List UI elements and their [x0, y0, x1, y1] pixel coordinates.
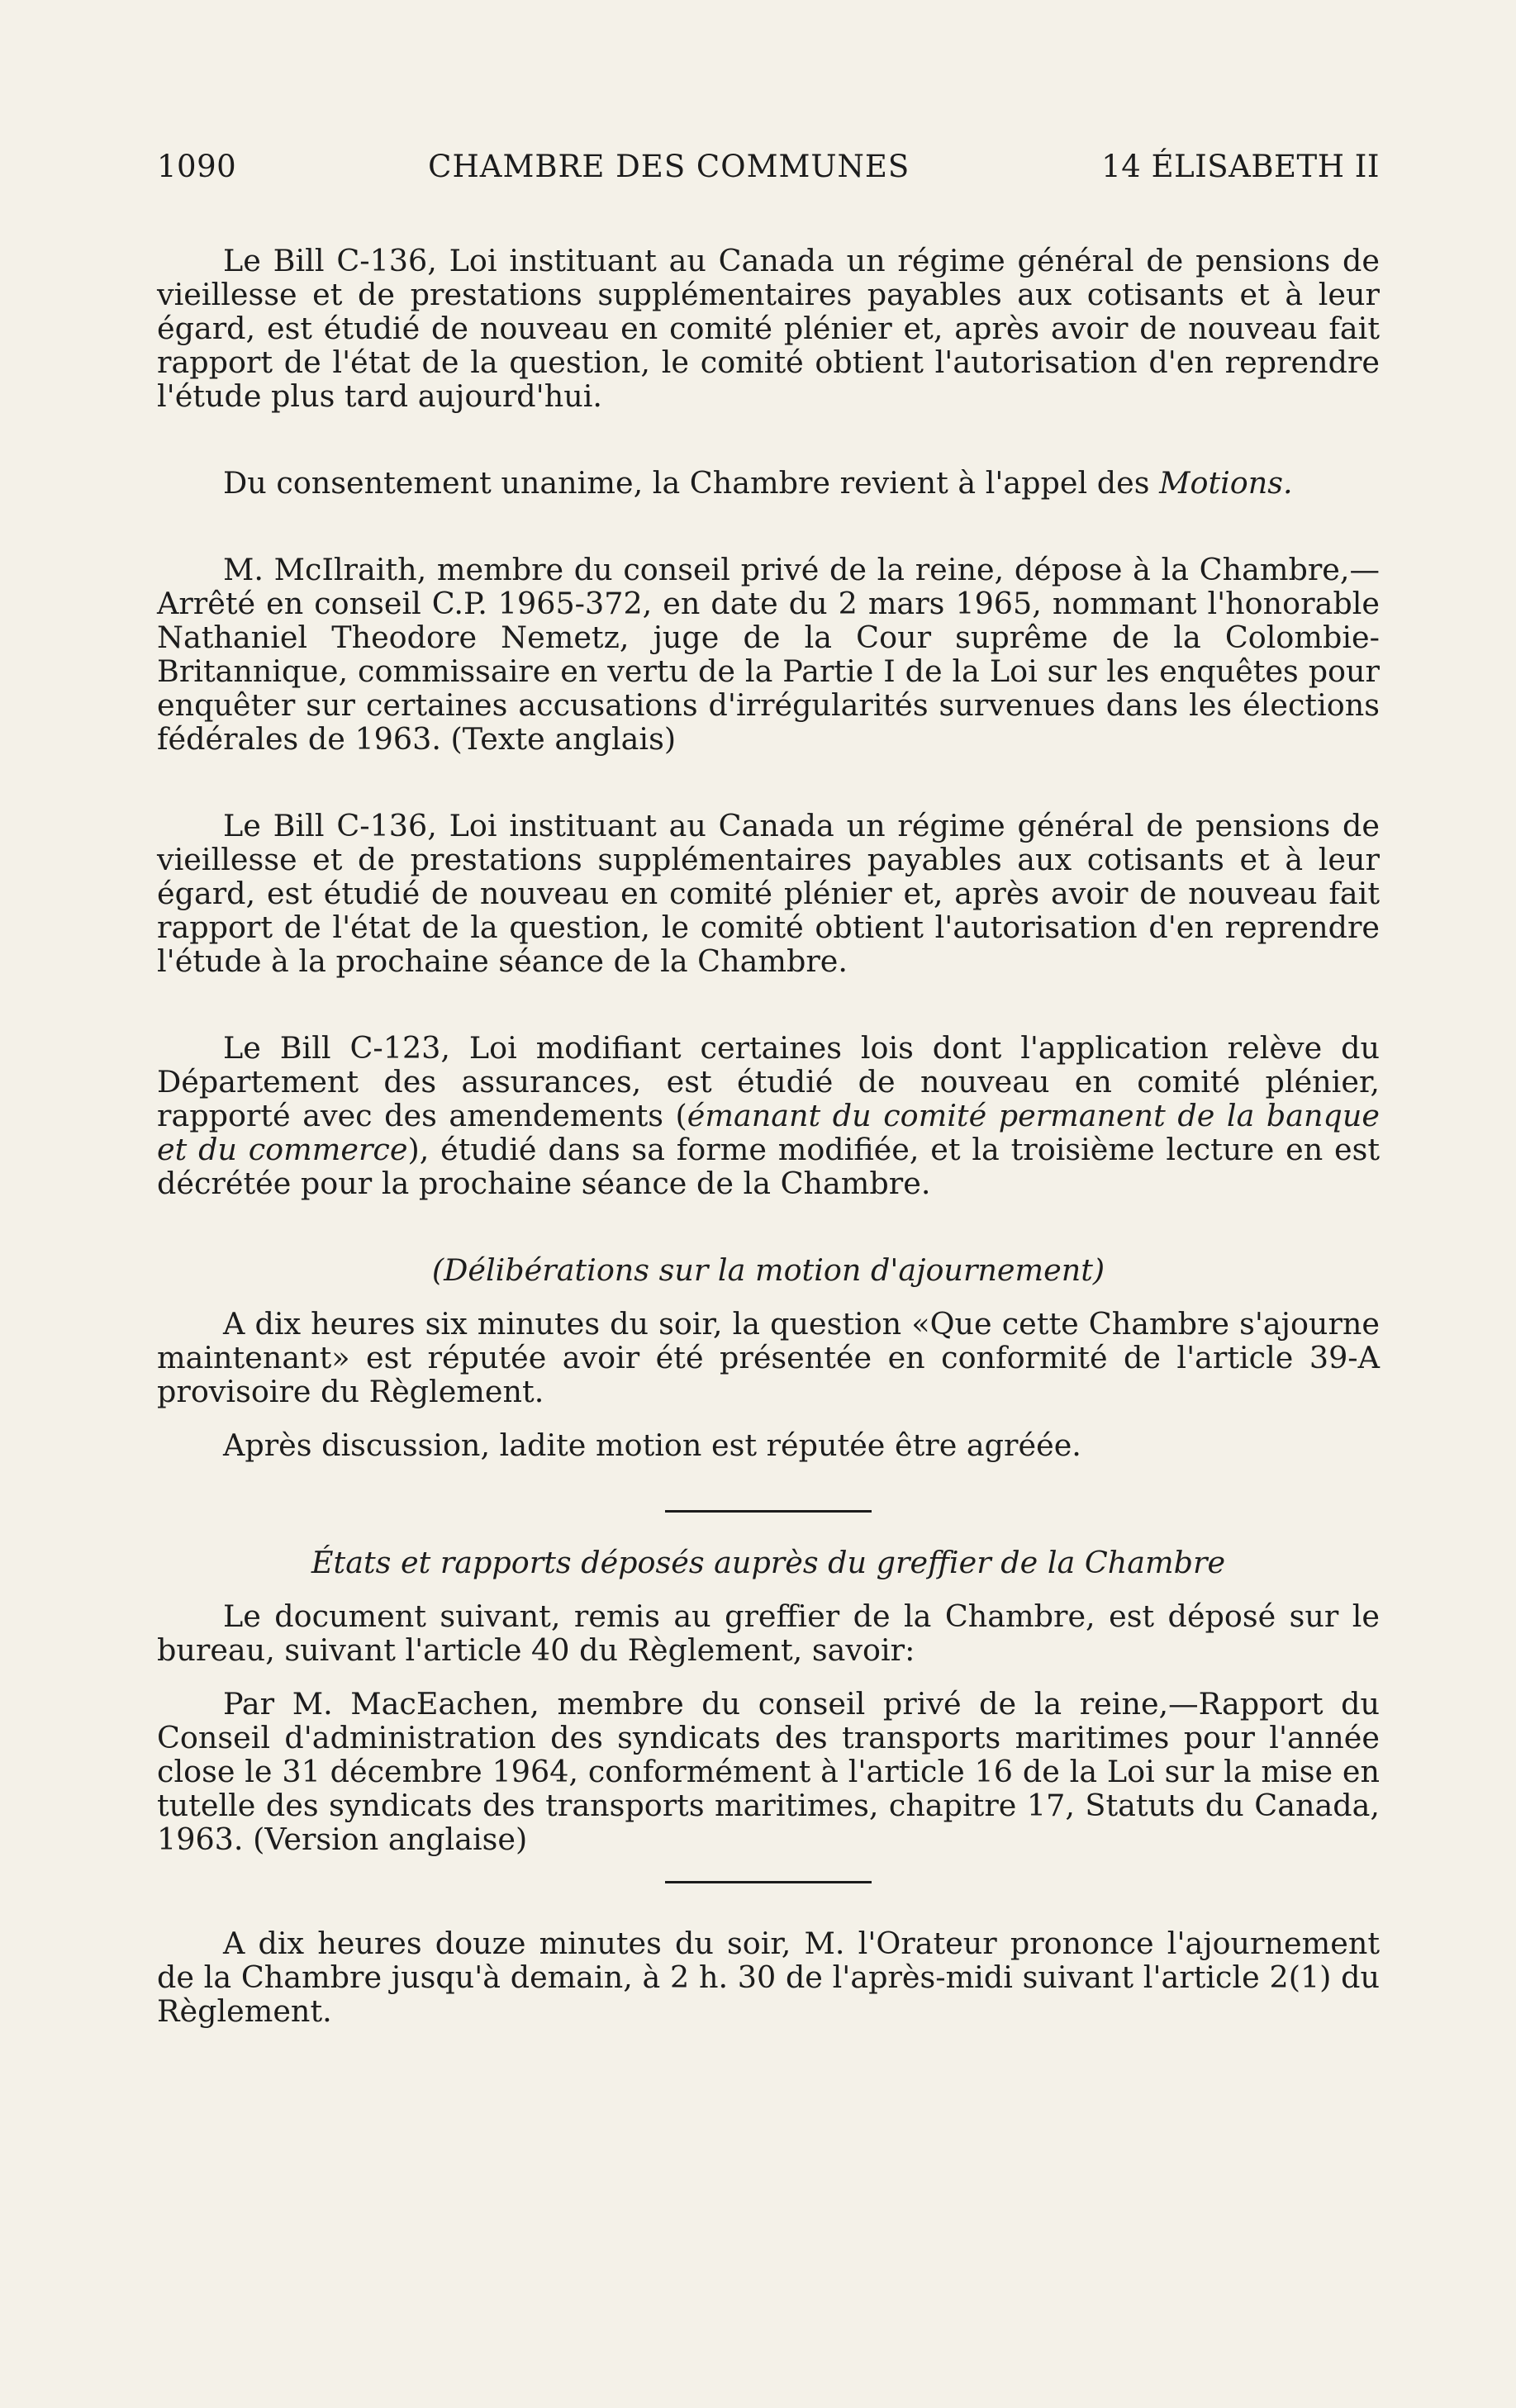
motions-text: Du consentement unanime, la Chambre revient à l'appel des: [223, 465, 1160, 501]
paragraph-motions: [157, 466, 1380, 500]
paragraph-bill-c136-second: Le Bill C-136, Loi instituant au Canada un régime général de pensions de vieillesse et de prestations supplémentaires payables aux cotisants et à leur égard, est étudié de nouveau en comité plénier et, après avoir de nouveau fait rapport de l'état de la question, le comité obtient l'autorisation d'en reprendre l'étude à la prochaine séance de la Chambre.: [157, 808, 1380, 979]
running-header: [157, 149, 1380, 184]
paragraph-document-tabled: Le document suivant, remis au greffier de la Chambre, est déposé sur le bureau, suivant l'article 40 du Règlement, savoir:: [157, 1598, 1380, 1668]
paragraph-motion-agreed: Après discussion, ladite motion est réputée être agréée.: [223, 1427, 1081, 1463]
section-heading-reports: États et rapports déposés auprès du greffier de la Chambre: [311, 1545, 1226, 1580]
section-divider: [665, 1881, 872, 1883]
paragraph-bill-c123: [157, 1031, 1380, 1200]
section-heading-adjournment: (Délibérations sur la motion d'ajournement): [431, 1252, 1105, 1288]
reign-year: 14 ÉLISABETH II: [1101, 149, 1380, 184]
bill-c123-text-a: Le Bill C-123, Loi modifiant certaines lois dont l'application relève du Département des assurances, est étudié de nouveau en comité plénier, rapporté avec des amendements (: [157, 1030, 1380, 1133]
page-number: 1090: [157, 149, 237, 184]
journal-title: CHAMBRE DES COMMUNES: [428, 149, 910, 184]
bill-c123-text-b: ), étudié dans sa forme modifiée, et la troisième lecture en est décrétée pour la prochaine séance de la Chambre.: [157, 1132, 1380, 1201]
paragraph-maceachen-report: Par M. MacEachen, membre du conseil privé de la reine,—Rapport du Conseil d'administration des syndicats des transports maritimes pour l'année close le 31 décembre 1964, conformément à l'article 16 de la Loi sur la mise en tutelle des syndicats des transports maritimes, chapitre 17, Statuts du Canada, 1963. (Version anglaise): [157, 1686, 1380, 1857]
paragraph-bill-c136-first: Le Bill C-136, Loi instituant au Canada un régime général de pensions de vieillesse et de prestations supplémentaires payables aux cotisants et à leur égard, est étudié de nouveau en comité plénier et, après avoir de nouveau fait rapport de l'état de la question, le comité obtient l'autorisation d'en reprendre l'étude plus tard aujourd'hui.: [157, 243, 1380, 414]
paragraph-house-adjourned: A dix heures douze minutes du soir, M. l'Orateur prononce l'ajournement de la Chambre jusqu'à demain, à 2 h. 30 de l'après-midi suivant l'article 2(1) du Règlement.: [157, 1926, 1380, 2029]
section-divider: [665, 1510, 872, 1513]
paragraph-order-in-council: M. McIlraith, membre du conseil privé de la reine, dépose à la Chambre,— Arrêté en conseil C.P. 1965-372, en date du 2 mars 1965, nommant l'honorable Nathaniel Theodore Nemetz, juge de la Cour suprême de la Colombie-Britannique, commissaire en vertu de la Partie I de la Loi sur les enquêtes pour enquêter sur certaines accusations d'irrégularités survenues dans les élections fédérales de 1963. (Texte anglais): [157, 552, 1380, 757]
paragraph-adjournment-motion: A dix heures six minutes du soir, la question «Que cette Chambre s'ajourne maintenant» est réputée avoir été présentée en conformité de l'article 39-A provisoire du Règlement.: [157, 1306, 1380, 1409]
motions-italic: Motions.: [1159, 465, 1293, 501]
document-page: [157, 149, 1380, 2028]
bill-c123-italic: émanant du comité permanent de la banque et du commerce: [157, 1098, 1380, 1167]
